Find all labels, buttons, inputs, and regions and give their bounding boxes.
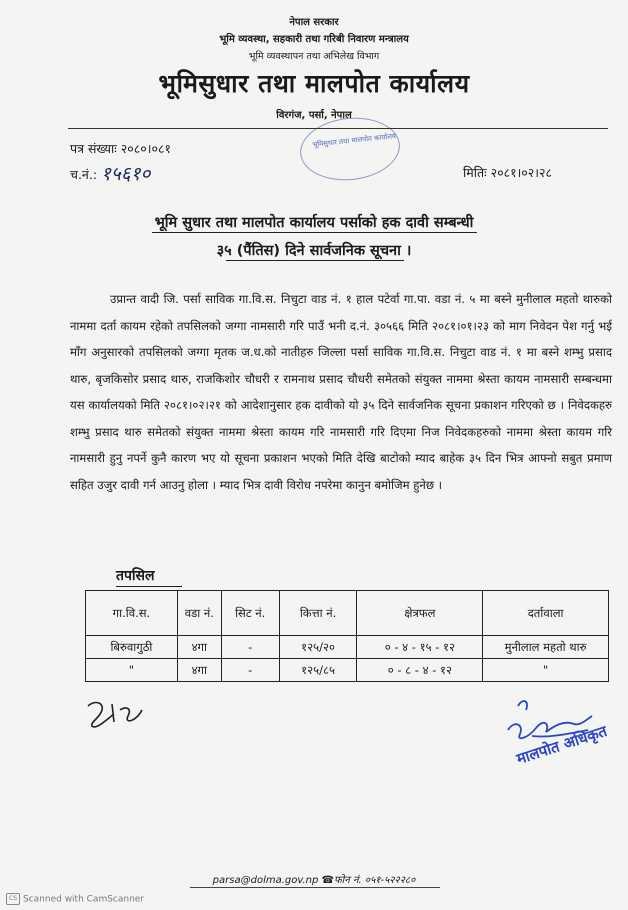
schedule-title-underline [116, 586, 182, 587]
header-divider [68, 128, 608, 129]
subject-underline-2 [226, 260, 404, 261]
camscanner-icon: CS [6, 893, 20, 905]
subject-line-1: भूमि सुधार तथा मालपोत कार्यालय पर्साको हक दावी सम्बन्धी [154, 215, 474, 231]
col-header-vdc: गा.वि.स. [86, 591, 178, 636]
cell-area: ० - ८ - ४ - १२ [357, 659, 483, 682]
footer-underline [190, 887, 440, 888]
cell-sheet: - [221, 659, 279, 682]
department-name: भूमि व्यवस्थापन तथा अभिलेख विभाग [248, 51, 380, 62]
government-name: नेपाल सरकार [289, 17, 339, 28]
initials-signature [84, 696, 146, 732]
cell-area: ० - ४ - १५ - १२ [357, 636, 483, 659]
schedule-title: तपसिल [116, 568, 155, 584]
land-schedule-table [85, 590, 609, 682]
stamp-text: भूमिसुधार तथा मालपोत कार्यालय [311, 132, 397, 149]
office-name: भूमिसुधार तथा मालपोत कार्यालय [158, 69, 470, 98]
notice-body: उप्रान्त वादी जि. पर्सा साविक गा.वि.स. निचुटा वाड नं. १ हाल पटेर्वा गा.पा. वडा नं. ५ मा बस्ने मुनीलाल महतो थारुको नाममा दर्ता कायम रहेको तपसिलको जग्गा नामसारी गरि पाउँ भनी द.नं. ३०५६६ मिति २०८१।०१।२३ को माग निवेदन पेश गर्नु भई माँग अनुसारको तपसिलको जग्गा मृतक ज.ध.को नातीहरु जिल्ला पर्सा साविक गा.वि.स. निचुटा वाड नं. १ मा बस्ने शम्भु प्रसाद थारु, बृजकिसोर प्रसाद थारु, राजकिशोर चौधरी र रामनाथ प्रसाद चौधरी समेतको संयुक्त नाममा श्रेस्ता कायम नामसारी सम्बन्धमा यस कार्यालयको मिति २०८१।०२।२१ को आदेशानुसार हक दावीको यो ३५ दिने सार्वजनिक सूचना प्रकाशन गरिएको छ । निवेदकहरु शम्भु प्रसाद थारु समेतको संयुक्त नाममा श्रेस्ता कायम गरि नामसारी गरि दिएमा निज निवेदकहरुको नाममा श्रेस्ता कायम गरि नामसारी हुनु नपर्ने कुनै कारण भए यो सूचना प्रकाशन भएको मिति देखि बाटोको म्याद बाहेक ३५ दिन भित्र आफ्नो सबुत प्रमाण सहित उजुर दावी गर्न आउनु होला । म्याद भित्र दावी विरोध नपरेमा कानुन बमोजिम हुनेछ । [70, 292, 612, 492]
col-header-owner: दर्तावाला [483, 591, 609, 636]
subject-line-2: ३५ (पैंतिस) दिने सार्वजनिक सूचना । [216, 243, 412, 259]
dispatch-number-handwritten: १५६१० [101, 163, 151, 185]
table-row [86, 636, 609, 659]
officer-designation-stamp: मालपोत अधिकृत [514, 721, 610, 769]
scanner-watermark-text: Scanned with CamScanner [23, 894, 145, 905]
cell-vdc: " [86, 659, 178, 682]
cell-ward: ४गा [177, 636, 221, 659]
office-stamp [297, 113, 403, 185]
cell-owner: " [483, 659, 609, 682]
cell-vdc: बिरुवागुठी [86, 636, 178, 659]
scanner-watermark [6, 893, 144, 905]
col-header-ward: वडा नं. [177, 591, 221, 636]
cell-plot: १२५/८५ [279, 659, 357, 682]
col-header-area: क्षेत्रफल [357, 591, 483, 636]
cell-sheet: - [221, 636, 279, 659]
col-header-sheet: सिट नं. [221, 591, 279, 636]
dispatch-number-label: च.नं.: [70, 167, 98, 182]
letter-date: मितिः २०८१।०२।२८ [463, 165, 553, 180]
footer-contact: parsa@dolma.gov.np ☎फोन नं. ०५१-५२२२८० [212, 875, 416, 886]
letter-number: पत्र संख्याः २०८०।०८१ [70, 141, 171, 156]
table-row [86, 659, 609, 682]
cell-ward: ४गा [177, 659, 221, 682]
col-header-plot: कित्ता नं. [279, 591, 357, 636]
cell-plot: १२५/२० [279, 636, 357, 659]
table-header-row [86, 591, 609, 636]
ministry-name: भूमि व्यवस्था, सहकारी तथा गरिबी निवारण मन्त्रालय [219, 34, 409, 45]
cell-owner: मुनीलाल महतो थारु [483, 636, 609, 659]
office-address: विरगंज, पर्सा, नेपाल [276, 110, 352, 121]
subject-underline-1 [152, 232, 477, 233]
